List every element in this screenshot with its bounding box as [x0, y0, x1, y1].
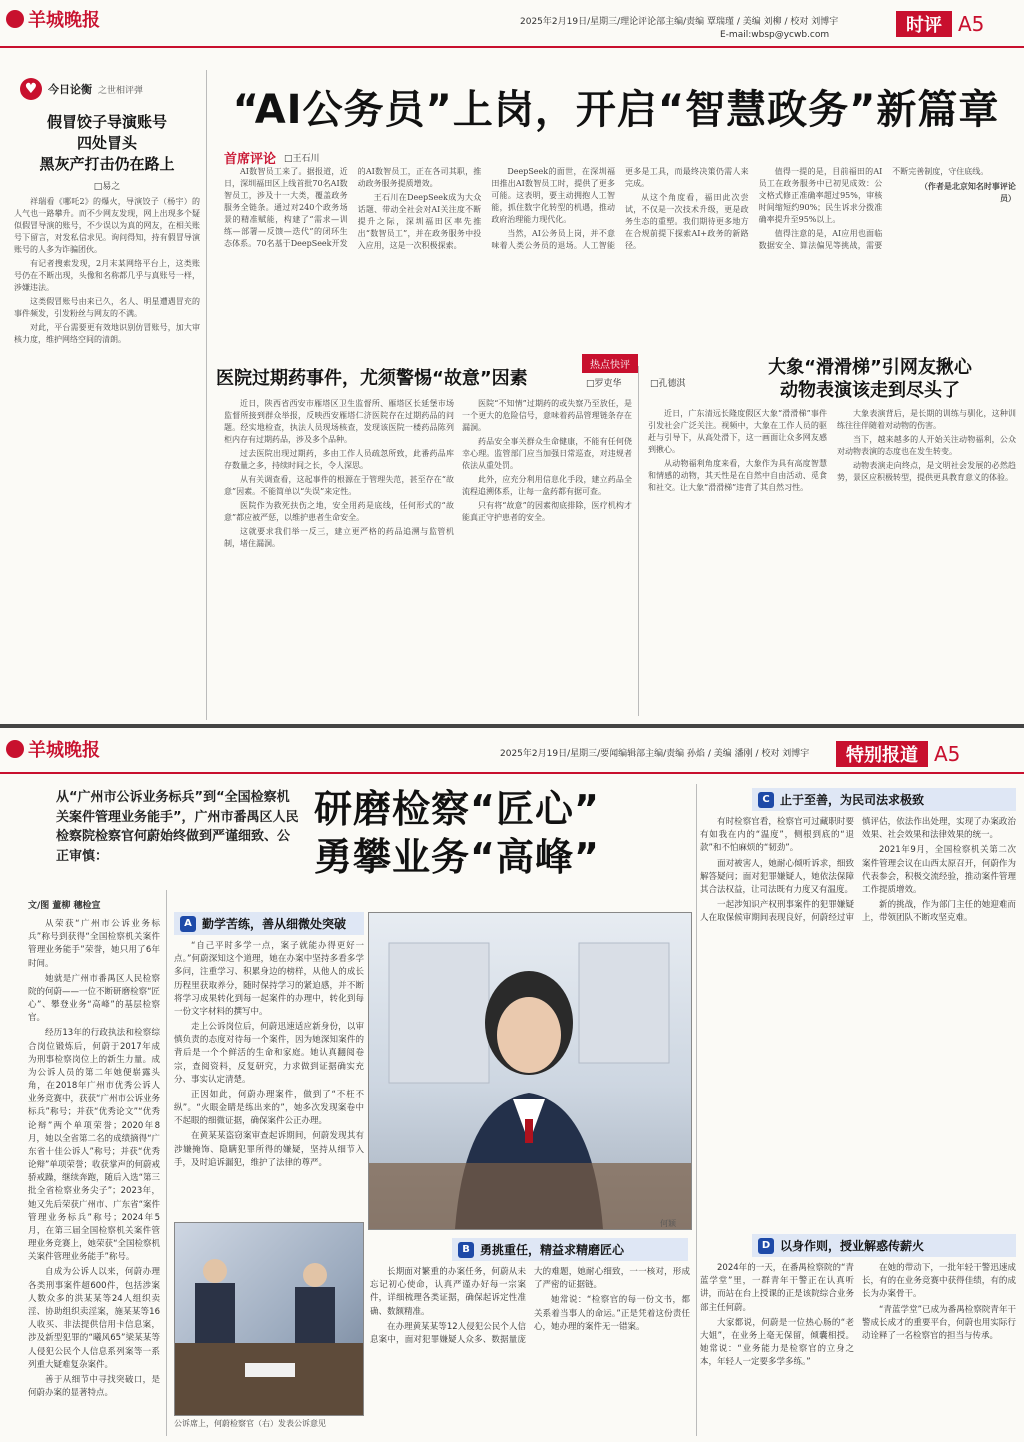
paragraph: 此外，应充分利用信息化手段，建立药品全流程追溯体系，让每一盒药都有据可查。	[462, 475, 632, 496]
paragraph: 面对被害人，她耐心倾听诉求，细致解答疑问；面对犯罪嫌疑人，她依法保障其合法权益，让司法既有力度又有温度。	[700, 858, 854, 895]
hospital-headline: 医院过期药事件，尤须警惕“故意”因素	[216, 368, 528, 389]
paragraph: 她常说：“检察官的每一份文书，都关系着当事人的命运。”正是凭着这份责任心，她办理的案件无一错案。	[534, 1295, 690, 1332]
paragraph: 她就是广州市番禺区人民检察院的何蔚——一位不断研磨检察“匠心”、攀登业务“高峰”的基层检察官。	[28, 973, 160, 1024]
paragraph: 祥瑞看《哪吒2》的爆火，导演饺子（杨宇）的人气也一路攀升。而不少网友发现，网上出现多个疑似假冒导演的账号，不少误以为真的网友，在相关账号下留言，对发私信求见。询问得知，持有假冒导演账号的人多为诈骗团伙。	[14, 197, 200, 254]
top-logo[interactable]	[6, 6, 116, 32]
slide-headline-line-2: 动物表演该走到尽头了	[780, 380, 960, 402]
paragraph: 善于从细节中寻找突破口，是何蔚办案的显著特点。	[28, 1374, 160, 1399]
bottom-logo[interactable]	[6, 736, 116, 762]
heart-icon: ♥	[20, 78, 42, 100]
top-masthead-rule	[0, 46, 1024, 48]
section-c-badge: C	[758, 792, 774, 808]
paragraph: 经历13年的行政执法和检察综合岗位锻炼后，何蔚于2017年成为刑事检察岗位上的新生力量。成为公诉人员的第二年她便崭露头角，在2018年广州市优秀公诉人业务竞赛中，获获“广州市公诉业务标兵”称号；并获“优秀论文”“优秀论辩”两个单项荣誉；2020年8月，她以全省第二名的成绩摘得“广东省十佳公诉人”称号；并获“优秀论辩”单项荣誉；收获掌声的何蔚戒骄戒躁，继续奔跑，随后入选“第三批全省检察业务尖子”；2023年，她又先后荣获广州市、广东省“案件管理业务标兵”称号；2024年5月，在第三届全国检察机关案件管理业务竞赛上，她荣获“全国检察机关案件管理业务能手”称号。	[28, 1028, 160, 1263]
bottom-byline-wrap	[28, 898, 158, 912]
section-a-body	[174, 940, 364, 1212]
top-logo-text: 羊城晚报	[28, 10, 100, 31]
paragraph: 在办理黄某某等12人侵犯公民个人信息案中，面对犯罪嫌疑人众多、数据量庞大的难题，她耐心细致，一一核对，形成了严密的证据链。	[370, 1267, 690, 1345]
slide-headline-line-1: 大象“滑滑梯”引网友揪心	[768, 357, 972, 378]
top-section-name: 时评	[896, 11, 952, 37]
left-column-divider	[206, 70, 207, 720]
paragraph: “自己平时多学一点，案子就能办得更好一点。”何蔚深知这个道理，她在办案中坚持多看多学多问，注重学习、积累身边的榜样，从他人的成长历程里获取养分，随时保持学习的紧迫感，并不断将学习成果转化到每一起案件的办理中，转化到每一份文字材料的撰写中。	[174, 941, 364, 1017]
newspaper-logo-icon	[6, 740, 24, 758]
bottom-dateline: 2025年2月19日/星期三/要闻编辑部主编/责编 孙焰 / 美编 潘刚 / 校对 刘博宇	[500, 749, 810, 759]
section-a-title: 勤学苦练，善从细微处突破	[202, 917, 347, 931]
paragraph: 走上公诉岗位后，何蔚迅速适应新身份，以审慎负责的态度对待每一个案件，因为她深知案件的背后是一个个鲜活的生命和家庭。她认真翻阅卷宗，查阅资料，反复研究，力求做到证据确实充分、事实认定清楚。	[174, 1022, 364, 1085]
paragraph: 医院“不知情”过期药的或失察乃至放任，是一个更大的危险信号，意味着药品管理链条存在漏洞。	[462, 399, 632, 432]
intro-divider	[166, 890, 167, 1436]
right-column-divider	[696, 784, 697, 1436]
paragraph: 对此，平台需要更有效地识别仿冒账号，加大审核力度，维护网络空间的清朗。	[14, 323, 200, 344]
main-byline: □王石川	[284, 154, 320, 164]
bottom-page-number: A5	[934, 742, 961, 766]
section-c-body	[700, 816, 1016, 1226]
section-c-head	[752, 788, 1016, 811]
bottom-headline-line-1: 研磨检察“匠心”	[314, 787, 600, 831]
section-d-badge: D	[758, 1238, 774, 1254]
paragraph: “青蓝学堂”已成为番禺检察院青年干警成长成才的重要平台，何蔚也用实际行动诠释了一名检察官的担当与传承。	[862, 1304, 1016, 1341]
paragraph: 从这个角度看，福田此次尝试，不仅是一次技术升级，更是政务生态的重塑。我们期待更多地方在合规前提下探索AI+政务的新路径。	[624, 193, 749, 250]
paragraph: 当下，越来越多的人开始关注动物福利，公众对动物表演的态度也在发生转变。	[837, 435, 1016, 456]
main-headline: “AI公务员”上岗，开启“智慧政务”新篇章	[232, 87, 1000, 133]
slide-story-body	[648, 408, 1016, 714]
portrait-photo-art	[369, 913, 691, 1229]
section-d-head	[752, 1234, 1016, 1257]
top-dateline: 2025年2月19日/星期三/理论评论部主编/责编 覃瑞瑾 / 美编 刘柳 / 校对 刘博宇	[520, 17, 839, 27]
paragraph: 正因如此，何蔚办理案件，做到了“不枉不纵”。“火眼金睛是练出来的”，她多次发现案卷中不起眼的细微证据，确保案件公正办理。	[174, 1089, 364, 1127]
bottom-logo-text: 羊城晚报	[28, 740, 100, 761]
paragraph: 当然，AI公务员上岗，并不意味着人类公务员的退场。人工智能更多是工具，而最终决策仍需人来完成。	[491, 167, 749, 250]
section-a-head	[174, 912, 364, 935]
paragraph: 在黄某某盗窃案审查起诉期间，何蔚发现其有涉嫌掩饰、隐瞒犯罪所得的嫌疑，坚持从细节入手，及时追诉漏犯，维护了法律的尊严。	[174, 1131, 364, 1168]
paragraph: 从有关调查看，这起事件的根源在于管理失范，甚至存在“故意”因素。不能简单以“失误”来定性。	[224, 475, 454, 496]
paragraph: AI数智员工来了。据报道，近日，深圳福田区上线首批70名AI数智员工，涉及十一大类，覆盖政务服务全链条。通过对240个政务场景的精准赋能，构建了“需求—训练—部署—反馈—迭代”的闭环生态体系。70名基于DeepSeek开发的AI数智员工，正在各司其职，推动政务服务提质增效。	[224, 167, 482, 248]
paragraph: 这就要求我们举一反三，建立更严格的药品追溯与监管机制，堵住漏洞。	[224, 527, 454, 548]
hotspot-label: 热点快评	[582, 354, 638, 373]
slide-headline	[720, 356, 1020, 403]
left-byline: □易之	[93, 182, 121, 192]
bottom-section-tag	[836, 742, 960, 766]
bottom-masthead-rule	[0, 772, 1024, 774]
bottom-headline	[314, 786, 714, 881]
intro-body	[28, 918, 160, 1434]
top-masthead	[0, 0, 1024, 48]
left-story-body	[14, 196, 200, 712]
paragraph: DeepSeek的面世，在深圳福田推出AI数智员工时，提供了更多可能。这表明，要主动拥抱人工智能，抓住数字化转型的机遇，推动政府治理能力现代化。	[491, 167, 615, 224]
column-label	[20, 78, 200, 100]
main-tag: 首席评论	[224, 152, 277, 167]
section-b-head	[452, 1238, 688, 1261]
paragraph: 大家都说，何蔚是一位热心肠的“老大姐”，在业务上毫无保留，倾囊相授。她常说：“业务能力是检察官的立身之本，年轻人一定要多学多练。”	[700, 1317, 854, 1368]
portrait-photo	[368, 912, 692, 1230]
paragraph: 近日，广东清远长隆度假区大象“滑滑梯”事件引发社会广泛关注。视频中，大象在工作人员的驱赶与引导下，从高处滑下，这一画面让众多网友感到揪心。	[648, 409, 827, 454]
hospital-story-body	[224, 398, 454, 714]
section-a-badge: A	[180, 916, 196, 932]
column-label-sub: 之世相评弹	[98, 85, 144, 96]
courtroom-photo	[174, 1222, 364, 1416]
column-label-title: 今日论衡	[48, 83, 92, 96]
photo-credit: 何颖	[660, 1219, 676, 1228]
paragraph: 有记者搜索发现，2月末某网络平台上，这类账号仍在不断出现，头像和名称都几乎与真账号一样，涉嫌违法。	[14, 259, 200, 292]
courtroom-photo-art	[175, 1223, 363, 1415]
paragraph: 近日，陕西省西安市雁塔区卫生监督所、雁塔区长延堡市场监督所接到群众举报，反映西安雁塔仁济医院存在过期药品的问题。经实地检查，执法人员现场核查，发现该医院一楼药品陈列柜内存有过期药品，涉及多个品种。	[224, 399, 454, 444]
left-headline-line-3: 黑灰产打击仍在路上	[39, 155, 175, 173]
top-email: E-mail:wbsp@ycwb.com	[720, 30, 830, 40]
bottom-section-name: 特别报道	[836, 741, 928, 767]
bottom-masthead	[0, 730, 1024, 778]
hospital-story-body-col2	[462, 398, 632, 714]
section-b-badge: B	[458, 1242, 474, 1258]
paragraph: 从动物福利角度来看，大象作为具有高度智慧和情感的动物，其天性是在自然中自由活动、觅食和社交。让大象“滑滑梯”违背了其自然习性。	[648, 459, 827, 492]
paragraph: 一起涉知识产权刑事案件的犯罪嫌疑人在取保候审期间表现良好，何蔚经过审慎评估，依法作出处理，实现了办案政治效果、社会效果和法律效果的统一。	[700, 817, 1016, 924]
section-d-body	[700, 1262, 1016, 1436]
newspaper-logo-icon	[6, 10, 24, 28]
hotspot-divider	[638, 366, 639, 716]
left-headline-line-1: 假冒饺子导演账号	[46, 113, 167, 131]
top-page-number: A5	[958, 12, 985, 36]
deck: 从“广州市公诉业务标兵”到“全国检察机关案件管理业务能手”，广州市番禺区人民检察院检察官何蔚始终做到严谨细致、公正审慎：	[56, 790, 299, 864]
paragraph: 2024年的一天，在番禺检察院的“青蓝学堂”里，一群青年干警正在认真听讲，而站在台上授课的正是该院综合业务部主任何蔚。	[700, 1263, 854, 1313]
section-b-body	[370, 1266, 690, 1436]
paragraph: 医院作为救死扶伤之地，安全用药是底线，任何形式的“故意”都应被严惩，以维护患者生命安全。	[224, 501, 454, 522]
photo-caption: 公诉席上，何蔚检察官（右）发表公诉意见	[174, 1419, 326, 1428]
paragraph: 2021年9月，全国检察机关第二次案件管理会议在山西太原召开，何蔚作为代表参会，积极交流经验，推动案件管理工作提质增效。	[862, 845, 1016, 895]
paragraph: 在她的带动下，一批年轻干警迅速成长，有的在业务竞赛中获得佳绩，有的成长为办案骨干。	[862, 1263, 1016, 1300]
main-tag-row	[224, 148, 320, 167]
paragraph: 值得一提的是，目前福田的AI员工在政务服务中已初见成效：公文格式修正准确率超过95%，审核时间缩短约90%；民生诉求分拨准确率提升至95%以上。	[758, 167, 883, 224]
paragraph: 值得注意的是，AI应用也面临数据安全、算法偏见等挑战，需要不断完善制度，守住底线。	[758, 167, 989, 250]
paragraph: 新的挑战，作为部门主任的她迎难而上，带领团队不断攻坚克难。	[862, 900, 1016, 924]
paragraph: 动物表演走向终点，是文明社会发展的必然趋势，景区应积极转型，提供更具教育意义的体验。	[837, 461, 1016, 482]
bottom-byline: 文/图 董柳 穗检宣	[28, 901, 101, 911]
left-headline-line-2: 四处冒头	[76, 134, 137, 152]
paragraph: 有时检察官看，检察官可过藏职时要有如我在内的“温度”，侧根到底的“退款”和不怕麻烦的“韧劲”。	[700, 817, 854, 854]
section-b-title: 勇挑重任，精益求精磨匠心	[480, 1243, 625, 1257]
hospital-byline: □罗吏华	[586, 379, 622, 389]
paragraph: 王石川在DeepSeek成为大众话题、带动全社会对AI关注度不断提升之际，深圳福田区率先推出“数智员工”，并在政务服务中投入应用，这是一次积极探索。	[357, 193, 482, 250]
section-c-title: 止于至善，为民司法求极致	[780, 793, 925, 807]
paragraph: 这类假冒账号由来已久，名人、明星遭遇冒充的事件频发，引发粉丝与网友的不满。	[14, 297, 200, 318]
top-section-tag	[896, 12, 984, 36]
page-separator	[0, 724, 1024, 728]
bottom-headline-line-2: 勇攀业务“高峰”	[314, 834, 600, 879]
paragraph: 大象表演背后，是长期的训练与驯化，这种训练往往伴随着对动物的伤害。	[837, 409, 1016, 430]
paragraph: 过去医院出现过期药，多由工作人员疏忽所致，此番药品库存数量之多，持续时间之长，令人深思。	[224, 449, 454, 470]
slide-byline: □孔德淇	[650, 379, 686, 389]
paragraph: 药品安全事关群众生命健康，不能有任何侥幸心理。监管部门应当加强日常巡查，对违规者依法从重处罚。	[462, 437, 632, 470]
paragraph: 长期面对繁重的办案任务，何蔚从未忘记初心使命，认真严谨办好每一宗案件，详细梳理各类证据，确保起诉定性准确、数额精准。	[370, 1267, 526, 1317]
paragraph: （作者是北京知名时事评论员）	[919, 181, 1016, 203]
paragraph: 只有将“故意”的因素彻底排除，医疗机构才能真正守护患者的安全。	[462, 501, 632, 522]
main-story-body	[224, 166, 1016, 352]
section-d-title: 以身作则，授业解惑传薪火	[780, 1239, 925, 1253]
paragraph: 自成为公诉人以来，何蔚办理各类刑事案件超600件，包括涉案人数众多的洪某某等24人组织卖淫、协助组织卖淫案，施某某等16人收买、非法提供信用卡信息案，涉及新型犯罪的“曦风65”梁某某等人侵犯公民个人信息系列案等一系列重大疑难复杂案件。	[28, 1267, 160, 1370]
paragraph: 从荣获“广州市公诉业务标兵”称号到获得“全国检察机关案件管理业务能手”荣誉，她只用了6年时间。	[28, 919, 160, 969]
left-story-headline	[14, 112, 200, 192]
